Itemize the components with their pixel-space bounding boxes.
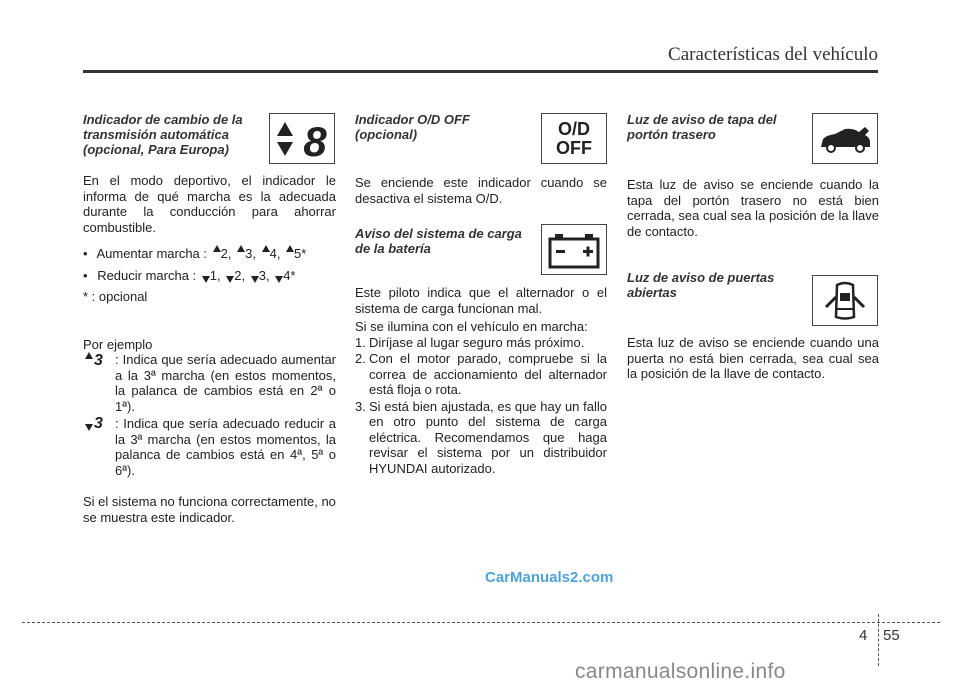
door-warning-title: Luz de aviso de puertas abiertas xyxy=(627,270,775,300)
downshift-3-icon: 3 xyxy=(83,416,103,432)
upshift-value: 4 xyxy=(269,246,277,261)
down-arrow-icon xyxy=(251,276,259,283)
shift-indicator-icon xyxy=(269,113,335,164)
shift-indicator-title: Indicador de cambio de la transmisión automática (opcional, Para Europa) xyxy=(83,112,243,157)
example-heading: Por ejemplo xyxy=(83,336,153,352)
example-upshift xyxy=(83,352,336,414)
footer-divider xyxy=(878,614,879,666)
up-arrow-icon xyxy=(286,245,294,252)
upshift-value: 2 xyxy=(220,246,228,261)
down-arrow-icon xyxy=(202,276,210,283)
watermark: CarManuals2.com xyxy=(485,569,614,586)
header-rule xyxy=(83,70,878,73)
down-arrow-icon xyxy=(275,276,283,283)
upshift-3-icon: 3 xyxy=(83,352,103,369)
svg-text:8: 8 xyxy=(303,117,327,162)
upshift-label: Aumentar marcha : xyxy=(96,246,208,261)
od-off-icon xyxy=(541,113,607,164)
up-arrow-icon xyxy=(262,245,270,252)
downshift-value: 1 xyxy=(209,267,218,283)
example-downshift xyxy=(83,416,336,478)
example-downshift-text: : Indica que sería adecuado reducir a la 3ª marcha (en estos momentos, la palanca de cambios está en 4ª, 5ª o 6ª). xyxy=(115,416,336,478)
trunk-warning-title: Luz de aviso de tapa del portón trasero xyxy=(627,112,777,142)
downshift-value: 4* xyxy=(283,267,296,283)
battery-step-2: 2. Con el motor parado, compruebe si la correa de accionamiento del alternador está floja o rota. xyxy=(355,351,607,397)
page-number: 55 xyxy=(883,627,900,644)
battery-step-1: 1. Diríjase al lugar seguro más próximo. xyxy=(355,334,585,350)
shift-indicator-body: En el modo deportivo, el indicador le informa de qué marcha es la adecuada durante la conducción para ahorrar combustible. xyxy=(83,173,336,235)
trunk-open-icon xyxy=(812,113,878,164)
column-shift-indicator xyxy=(83,112,336,525)
battery-body-1: Este piloto indica que el alternador o el sistema de carga funcionan mal. xyxy=(355,285,607,316)
od-off-title: Indicador O/D OFF (opcional) xyxy=(355,112,470,142)
column-od-battery xyxy=(355,112,607,477)
section-number: 4 xyxy=(859,627,868,644)
trunk-warning-body: Esta luz de aviso se enciende cuando la tapa del portón trasero no está bien cerrada, sea cual sea la posición de la llave de contacto. xyxy=(627,177,879,239)
battery-steps xyxy=(355,335,607,477)
downshift-value: 2 xyxy=(234,267,242,283)
shift-indicator-footer: Si el sistema no funciona correctamente, no se muestra este indicador. xyxy=(83,494,336,525)
site-watermark: carmanualsonline.info xyxy=(575,660,786,683)
footer-rule xyxy=(22,622,940,623)
battery-title: Aviso del sistema de carga de la batería xyxy=(355,226,522,256)
battery-step-3: 3. Si está bien ajustada, es que hay un fallo en otro punto del sistema de carga eléctrica. Recomendamos que haga revisar el sistema por un distribuidor HYUNDAI autorizado. xyxy=(355,398,607,476)
battery-body-2: Si se ilumina con el vehículo en marcha: xyxy=(355,319,588,334)
up-arrow-icon xyxy=(213,245,221,252)
up-arrow-icon xyxy=(237,245,245,252)
battery-icon xyxy=(541,224,607,275)
od-icon-line2: OFF xyxy=(556,137,592,158)
downshift-value: 3 xyxy=(258,267,266,283)
example-upshift-text: : Indica que sería adecuado aumentar a la 3ª marcha (en estos momentos, la palanca de cambios está en 2ª o 1ª). xyxy=(115,352,336,414)
page-header-title: Características del vehículo xyxy=(668,44,878,65)
shift-bullets xyxy=(83,245,336,283)
door-warning-body: Esta luz de aviso se enciende cuando una puerta no está bien cerrada, sea cual sea la posición de la llave de contacto. xyxy=(627,335,879,381)
door-open-icon xyxy=(812,275,878,326)
od-icon-line1: O/D xyxy=(557,118,590,139)
upshift-value: 3 xyxy=(245,246,253,261)
bullet-upshift: • Aumentar marcha : 2, 3, 4, 5* xyxy=(83,245,336,262)
od-off-body: Se enciende este indicador cuando se desactiva el sistema O/D. xyxy=(355,175,607,206)
upshift-value: 5* xyxy=(294,246,307,261)
bullet-downshift: • Reducir marcha : 1, 2, 3, 4* xyxy=(83,268,336,284)
downshift-label: Reducir marcha : xyxy=(97,267,197,283)
optional-note: * : opcional xyxy=(83,289,148,304)
